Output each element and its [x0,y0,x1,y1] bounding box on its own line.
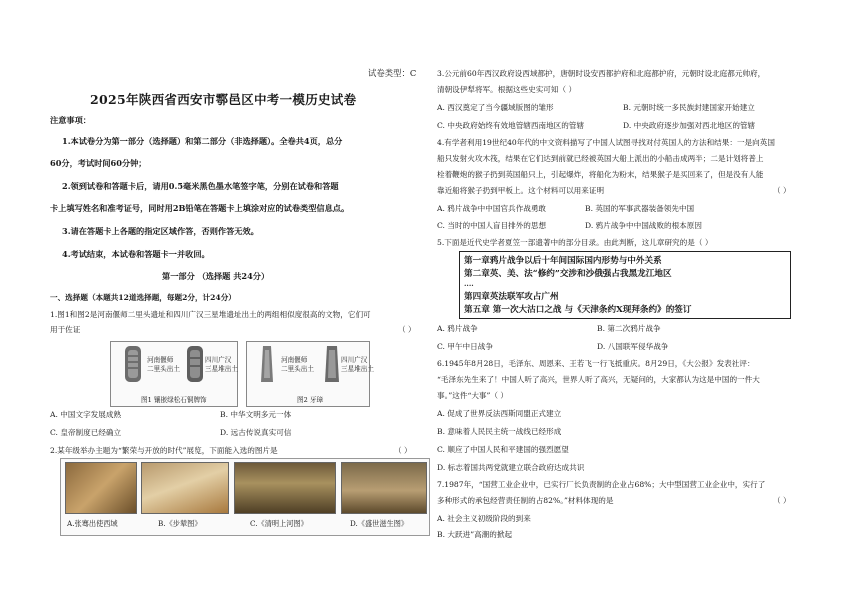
q3-option-d: D. 中央政府逐步加强对西北地区的管辖 [623,121,756,130]
q5-option-a: A. 鸦片战争 [437,324,478,333]
q2-answer-paren: （ ） [394,446,412,455]
q1-fig2-label-b1: 四川广汉 [341,356,368,364]
part1-heading: 第一部分 （选择题 共24分） [162,271,270,281]
q1-fig1-label-b1: 四川广汉 [205,356,232,364]
q5-option-d: D. 八国联军侵华战争 [597,342,669,351]
q4-option-d: D. 鸦片战争中中国战败的根本原因 [585,221,702,230]
q2-picture-a [65,462,137,514]
q6-option-a: A. 促成了世界反法西斯同盟正式建立 [437,409,562,418]
q1-stem-line1: 1.图1和图2是河南偃师二里头遗址和四川广汉三星堆遗址出土的两组相似度很高的文物，它们可 [50,310,371,319]
paper-type: 试卷类型：C [368,68,417,78]
q3-stem-line2: 清朝设伊犁将军。根据这些史实可知（ ） [437,85,577,94]
q1-fig1-caption: 图1 镶嵌绿松石铜牌饰 [141,396,207,404]
q1-figure-2 [246,341,374,407]
notice-item-1a: 1.本试卷分为第一部分（选择题）和第二部分（非选择题）。全卷共4页，总分 [62,136,343,146]
q1-option-c: C. 皇帝制度已经确立 [50,428,122,437]
q1-answer-paren: （ ） [398,325,416,334]
q5-toc-line-5: 第五章 第一次大沽口之战 与《天津条约X现拜条约》的签订 [464,305,692,315]
q1-option-b: B. 中华文明多元一体 [220,410,292,419]
q2-caption-d: D.《盛世滋生图》 [350,519,409,528]
q2-picture-c [234,462,336,514]
section-heading: 一、选择题（本题共12道选择题，每题2分，计24分） [50,293,236,302]
q4-option-a: A. 鸦片战争中中国官兵作战勇敢 [437,204,547,213]
q7-option-b: B. 大跃进”高潮的掀起 [437,530,513,539]
q4-answer-paren: （ ） [773,186,791,195]
q6-stem-line1: 6.1945年8月28日，毛泽东、周恩来、王若飞一行飞抵重庆。8月29日，《大公报》发表社评： [437,359,755,368]
q7-stem-line2: 多种形式的承包经营责任制的占82%。”材料体现的是 [437,496,614,505]
q1-figure-1 [110,341,238,407]
q4-stem-line4: 靠近船将猴子扔到甲板上。这个材料可以用来证明 [437,186,605,195]
q2-stem: 2.某年级举办主题为“繁荣与开放的时代”展览，下面能入选的图片是 [50,446,278,455]
q3-stem-line1: 3.公元前60年西汉政府设西域都护，唐朝时设安西都护府和北庭都护府，元朝时设北庭都元帅府， [437,69,766,78]
notice-item-1b: 60分，考试时间60分钟； [50,158,147,168]
q6-stem-line3: 事。”这件“大事”（ ） [437,391,509,400]
q5-toc-line-3: .... [464,279,474,288]
q1-fig2-label-a1: 河南偃师 [281,356,308,364]
q7-option-a: A. 社会主义初级阶段的到来 [437,514,531,523]
q3-option-b: B. 元朝时统一多民族封建国家开始建立 [623,103,755,112]
q1-fig1-label-a1: 河南偃师 [147,356,174,364]
notice-item-3: 3.请在答题卡上各题的指定区域作答，否则作答无效。 [62,226,259,236]
q5-toc-box [459,251,791,319]
q3-option-c: C. 中央政府始终有效地管辖西南地区的管辖 [437,121,585,130]
q1-fig2-label-b2: 三星堆出土 [341,365,374,373]
q3-option-a: A. 西汉奠定了当今疆域版图的雏形 [437,103,554,112]
notice-item-2a: 2.领到试卷和答题卡后，请用0.5毫米黑色墨水笔签字笔，分别在试卷和答题 [62,181,339,191]
q6-option-c: C. 顺应了中国人民和平建国的强烈愿望 [437,445,569,454]
q2-caption-a: A.张骞出使西域 [67,519,118,528]
notice-item-2b: 卡上填写姓名和准考证号，同时用2B铅笔在答题卡上填涂对应的试卷类型信息点。 [50,203,350,213]
q4-stem-line2: 船只发射火攻木筏，结果在它们达到前就已经被英国大船上派出的小船击成两半；二是计划将普上 [437,154,764,163]
page-title: 2025年陕西省西安市鄠邑区中考一模历史试卷 [90,92,357,107]
q1-fig2-caption: 图2 牙璋 [297,396,324,404]
q4-option-b: B. 英国的军事武器装备领先中国 [585,204,695,213]
q5-option-c: C. 甲午中日战争 [437,342,493,351]
q7-answer-paren: （ ） [773,496,791,505]
q2-picture-d [341,462,427,514]
q6-option-d: D. 标志着国共两党就建立联合政府达成共识 [437,463,585,472]
q1-fig2-label-a2: 二里头出土 [281,365,314,373]
q1-fig1-label-a2: 二里头出土 [147,365,180,373]
q5-toc-line-1: 第一章鸦片战争以后十年间国际国内形势与中外关系 [464,256,662,266]
q5-toc-line-4: 第四章英法联军攻占广州 [464,292,559,302]
notice-heading: 注意事项： [50,115,91,125]
q1-option-d: D. 远古传说真实可信 [220,428,292,437]
q5-option-b: B. 第二次鸦片战争 [597,324,661,333]
q2-caption-c: C.《清明上河图》 [250,519,308,528]
q2-picture-b [141,462,229,514]
q2-caption-b: B.《步辇图》 [158,519,202,528]
q1-option-a: A. 中国文字发展成熟 [50,410,122,419]
notice-item-4: 4.考试结束，本试卷和答题卡一并收回。 [62,249,210,259]
q6-option-b: B. 意味着人民民主统一战线已经形成 [437,427,562,436]
q4-stem-line1: 4.有学者利用19世纪40年代的中文资料描写了中国人试图寻找对付英国人的方法和结果：一是向英国 [437,138,775,147]
q6-stem-line2: “毛泽东先生来了！中国人听了高兴，世界人听了高兴，无疑问的，大家都认为这是中国的一件大 [437,375,760,384]
q4-stem-line3: 栓着鞭炮的猴子扔到英国船只上，引起爆炸，将船化为粉末，结果猴子是买回来了，但是没有人能 [437,170,764,179]
q5-toc-line-2: 第二章英、美、法“修约”交涉和沙俄强占我黑龙江地区 [464,269,672,279]
q1-stem-line2: 用于佐证 [50,325,81,334]
q4-option-c: C. 当时的中国人盲目排外的思想 [437,221,547,230]
q7-stem-line1: 7.1987年，“国营工业企业中，已实行厂长负责制的企业占68%；大中型国营工业企业中，实行了 [437,480,766,489]
q1-fig1-label-b2: 三星堆出土 [205,365,238,373]
q5-stem: 5.下面是近代史学者夏笠一部遗著中的部分目录。由此判断，这儿章研究的是（ ） [437,238,713,247]
